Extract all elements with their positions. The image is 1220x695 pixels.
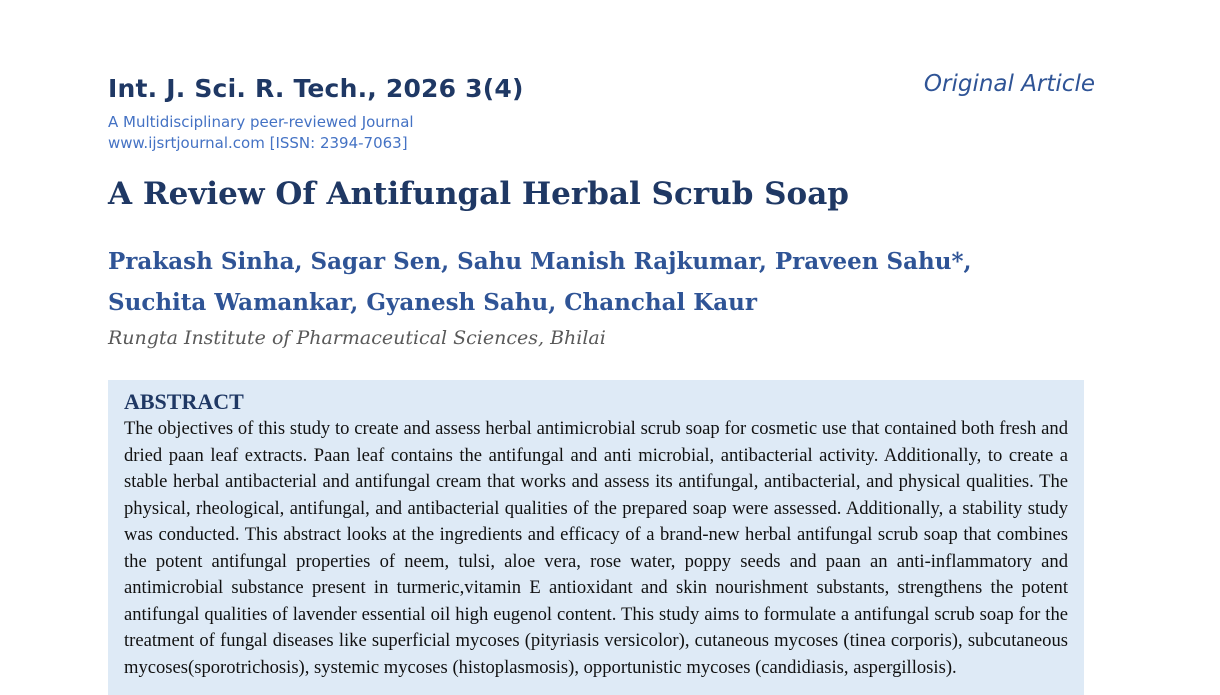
journal-website[interactable]: www.ijsrtjournal.com [ISSN: 2394-7063] xyxy=(108,134,408,152)
abstract-heading: ABSTRACT xyxy=(124,389,244,414)
article-type-label: Original Article xyxy=(923,71,1095,97)
paper-title: A Review Of Antifungal Herbal Scrub Soap xyxy=(108,176,849,212)
journal-tagline: A Multidisciplinary peer-reviewed Journal xyxy=(108,113,414,131)
author-list: Prakash Sinha, Sagar Sen, Sahu Manish Rajkumar, Praveen Sahu*, Suchita Wamankar, Gyanesh Sahu, Chanchal Kaur xyxy=(108,248,972,316)
affiliation: Rungta Institute of Pharmaceutical Sciences, Bhilai xyxy=(108,327,606,349)
journal-title: Int. J. Sci. R. Tech., 2026 3(4) xyxy=(108,74,524,103)
abstract-text: The objectives of this study to create and assess herbal antimicrobial scrub soap for cosmetic use that contained both fresh and dried paan leaf extracts. Paan leaf contains the antifungal and anti microbial, antibacterial activity. Additionally, to create a stable herbal antibacterial and antifungal cream that works and assess its antifungal, antibacterial, and physical qualities. The physical, rheological, antifungal, and antibacterial qualities of the prepared soap were assessed. Additionally, a stability study was conducted. This abstract looks at the ingredients and efficacy of a brand-new herbal antifungal scrub soap that combines the potent antifungal properties of neem, tulsi, aloe vera, rose water, poppy seeds and paan an anti-inflammatory and antimicrobial substance present in turmeric,vitamin E antioxidant and skin nourishment substants, strengthens the potent antifungal qualities of lavender essential oil high eugenol content. This study aims to formulate a antifungal scrub soap for the treatment of fungal diseases like superficial mycoses (pityriasis versicolor), cutaneous mycoses (tinea corporis), subcutaneous mycoses(sporotrichosis), systemic mycoses (histoplasmosis), opportunistic mycoses (candidiasis, aspergillosis). xyxy=(124,418,1068,678)
abstract-section xyxy=(108,380,1084,695)
